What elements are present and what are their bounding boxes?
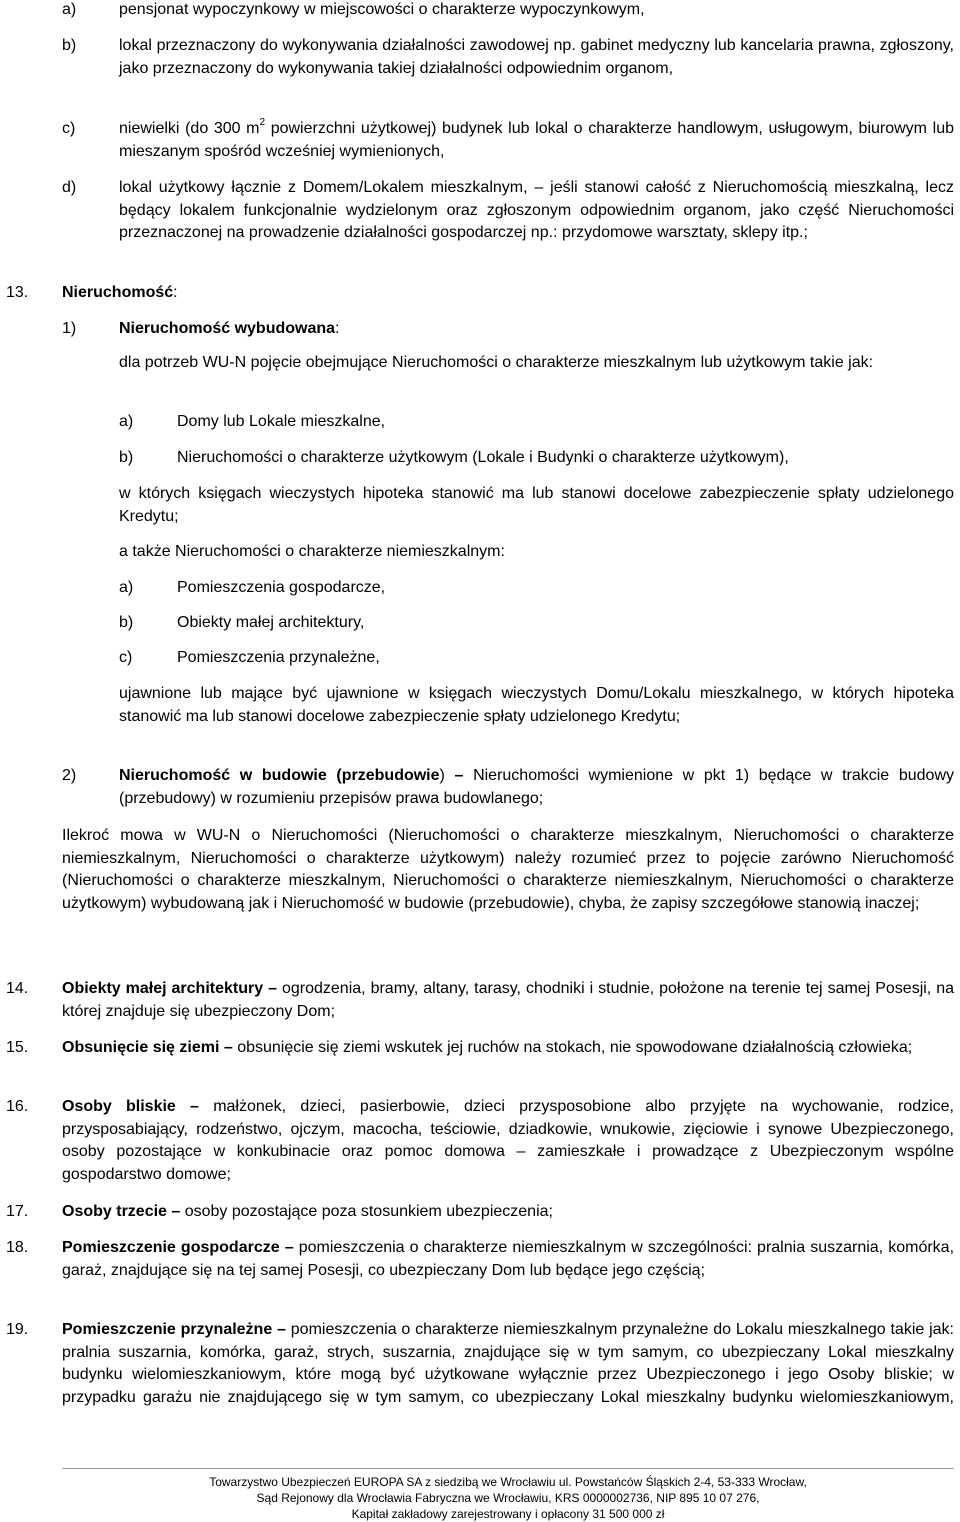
definition-term: Obsunięcie się ziemi — [62, 1039, 220, 1056]
paragraph: a także Nieruchomości o charakterze niemieszkalnym: — [119, 543, 505, 560]
list-text: Pomieszczenia gospodarcze, — [177, 579, 386, 596]
definition-term: Osoby trzecie — [62, 1203, 167, 1220]
definition-heading — [62, 282, 954, 305]
punctuation: : — [173, 284, 178, 301]
list-text: Domy lub Lokale mieszkalne, — [177, 413, 386, 430]
superscript: 2 — [259, 116, 266, 128]
definition-body — [62, 1237, 954, 1282]
paragraph: w których księgach wieczystych hipoteka stanowić ma lub stanowi docelowe zabezpieczenie spłaty udzielonego Kredytu; — [119, 485, 954, 525]
list-label: a) — [119, 413, 134, 430]
sub-intro: dla potrzeb WU-N pojęcie obejmujące Nieruchomości o charakterze mieszkalnym lub użytkowym takie jak: — [119, 354, 874, 371]
list-text: pensjonat wypoczynkowy w miejscowości o charakterze wypoczynkowym, — [119, 1, 645, 18]
list-label: b) — [119, 449, 134, 466]
item-number: 13. — [6, 284, 29, 301]
definition-term: Pomieszczenie przynależne — [62, 1321, 273, 1338]
list-label: a) — [62, 1, 77, 18]
sub-label: 2) — [62, 767, 77, 784]
item-number: 17. — [6, 1203, 29, 1220]
footer-line: Kapitał zakładowy zarejestrowany i opłacony 31 500 000 zł — [351, 1507, 665, 1521]
definition-term: Obiekty małej architektury — [62, 980, 264, 997]
list-text: lokal przeznaczony do wykonywania działalności zawodowej np. gabinet medyczny lub kancelaria prawna, zgłoszony, jako przeznaczony do wykonywania takiej działalności odpowiednim organom, — [119, 37, 954, 77]
list-text: Pomieszczenia przynależne, — [177, 649, 380, 666]
definition-text: pomieszczenia o charakterze niemieszkalnym przynależne do Lokalu mieszkalnego takie jak: pralnia suszarnia, komórka, garaż, strych, suszarnia, znajdujące się w tym samym, co ubezpieczany Lokal mieszkalny budynku wielomieszkaniowym, które mogą być użytkowane wyłącznie przez Ubezpieczonego i jego Osoby bliskie; w przypadku garażu nie znajdującego się w tym samym, co ubezpieczany Lokal mieszkalny budynku wielomieszkaniowym, — [62, 1321, 954, 1407]
punctuation: : — [335, 320, 340, 337]
sub-term: Nieruchomość w budowie (przebudowie — [119, 767, 440, 784]
item-number: 19. — [6, 1321, 29, 1338]
list-label: c) — [62, 120, 76, 137]
punctuation: ) — [439, 767, 445, 784]
item-number: 18. — [6, 1239, 29, 1256]
list-text — [119, 118, 954, 163]
list-text: lokal użytkowy łącznie z Domem/Lokalem mieszkalnym, – jeśli stanowi całość z Nieruchomością mieszkalną, lecz będący lokalem funkcjonalnie wydzielonym oraz zgłoszonym odpowiednim organom, jako część Nieruchomości przeznaczonej na prowadzenie działalności gospodarczej np.: przydomowe warsztaty, sklepy itp.; — [119, 179, 954, 242]
item-number: 14. — [6, 980, 29, 997]
definition-text: małżonek, dzieci, pasierbowie, dzieci przysposobione albo przyjęte na wychowanie, rodzice, przysposabiający, rodzeństwo, ojczym, macocha, teściowie, dziadkowie, wnukowie, zięciowie i synowe Ubezpieczonego, osoby pozostające w konkubinacie oraz pomoc domowa – zamieszkałe i prowadzące z Ubezpieczonym wspólne gospodarstwo domowe; — [62, 1098, 954, 1184]
footer-line: Towarzystwo Ubezpieczeń EUROPA SA z siedzibą we Wrocławiu ul. Powstańców Śląskich 2-4, 53-333 Wrocław, — [209, 1475, 807, 1489]
definition-term: Nieruchomość — [62, 284, 174, 301]
definition-body — [62, 1096, 954, 1187]
dash: – — [272, 1321, 291, 1338]
list-text: Nieruchomości o charakterze użytkowym (Lokale i Budynki o charakterze użytkowym), — [177, 449, 789, 466]
sub-definition — [119, 765, 954, 810]
item-number: 15. — [6, 1039, 29, 1056]
dash: – — [279, 1239, 299, 1256]
text-part: niewielki (do 300 m — [119, 120, 260, 137]
footer-line: Sąd Rejonowy dla Wrocławia Fabryczna we Wrocławiu, KRS 0000002736, NIP 895 10 07 276, — [256, 1491, 760, 1505]
list-label: b) — [119, 614, 134, 631]
definition-body — [62, 1319, 954, 1410]
footer-divider — [62, 1468, 954, 1469]
definition-body — [62, 1201, 954, 1224]
item-number: 16. — [6, 1098, 29, 1115]
definition-text: osoby pozostające poza stosunkiem ubezpieczenia; — [184, 1203, 553, 1220]
definition-body — [62, 1037, 954, 1060]
list-label: d) — [62, 179, 77, 196]
definition-term: Pomieszczenie gospodarcze — [62, 1239, 280, 1256]
definition-text: pomieszczenia o charakterze niemieszkalnym w szczególności: pralnia suszarnia, komórka, garaż, znajdujące się na tej samej Posesji, co ubezpieczany Dom lub będące jego częścią; — [62, 1239, 955, 1279]
list-label: b) — [62, 37, 77, 54]
dash: – — [444, 767, 474, 784]
closing-paragraph: Ilekroć mowa w WU-N o Nieruchomości (Nieruchomości o charakterze mieszkalnym, Nieruchomości o charakterze niemieszkalnym, Nieruchomości o charakterze użytkowym) należy rozumieć przez to pojęcie zarówno Nieruchomość (Nieruchomości o charakterze mieszkalnym, Nieruchomości o charakterze niemieszkalnym, Nieruchomości o charakterze użytkowym) wybudowaną jak i Nieruchomość w budowie (przebudowie), chyba, że zapisy szczegółowe stanowią inaczej; — [62, 827, 954, 913]
dash: – — [219, 1039, 238, 1056]
definition-body — [62, 978, 954, 1023]
text-part: powierzchni użytkowej) budynek lub lokal o charakterze handlowym, usługowym, biurowym lub mieszanym spośród wcześniej wymienionych, — [119, 120, 954, 160]
sub-label: 1) — [62, 320, 77, 337]
list-text: Obiekty małej architektury, — [177, 614, 365, 631]
definition-text: obsunięcie się ziemi wskutek jej ruchów na stokach, nie spowodowane działalnością człowieka; — [237, 1039, 913, 1056]
list-label: a) — [119, 579, 134, 596]
footer — [62, 1474, 954, 1522]
dash: – — [175, 1098, 214, 1115]
dash: – — [263, 980, 282, 997]
sub-heading — [119, 318, 954, 341]
sub-text: Nieruchomości wymienione w pkt 1) będące w trakcie budowy (przebudowy) w rozumieniu przepisów prawa budowlanego; — [119, 767, 954, 807]
list-label: c) — [119, 649, 133, 666]
paragraph: ujawnione lub mające być ujawnione w księgach wieczystych Domu/Lokalu mieszkalnego, w których hipoteka stanowić ma lub stanowi docelowe zabezpieczenie spłaty udzielonego Kredytu; — [119, 685, 954, 725]
sub-term: Nieruchomość wybudowana — [119, 320, 336, 337]
definition-text: ogrodzenia, bramy, altany, tarasy, chodniki i studnie, położone na terenie tej samej Posesji, na której znajduje się ubezpieczony Dom; — [62, 980, 955, 1020]
definition-term: Osoby bliskie — [62, 1098, 176, 1115]
dash: – — [166, 1203, 185, 1220]
